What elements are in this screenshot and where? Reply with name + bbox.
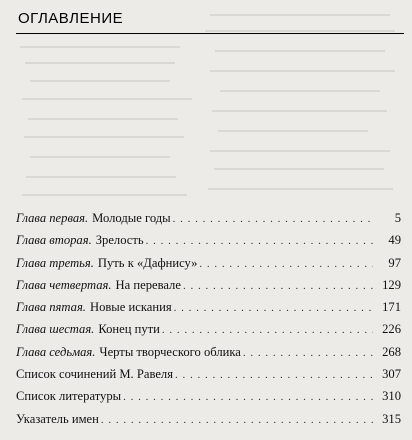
toc-entry[interactable] (16, 229, 401, 251)
toc-entry[interactable] (16, 341, 401, 363)
toc-chapter-label: Глава первая. (16, 211, 89, 225)
leader-dots (174, 297, 373, 319)
toc-page-number: 315 (382, 411, 401, 426)
toc-page-number: 97 (388, 255, 401, 270)
toc-entry[interactable] (16, 408, 401, 430)
toc-entry[interactable] (16, 252, 401, 274)
toc-chapter-label: Глава шестая. (16, 322, 95, 337)
toc-entry[interactable] (16, 385, 401, 407)
leader-dots (243, 342, 373, 364)
leader-dots (175, 364, 373, 386)
table-of-contents (16, 207, 401, 430)
toc-entry-title: Список литературы (16, 389, 122, 404)
leader-dots (199, 253, 373, 275)
toc-page-number: 310 (382, 389, 401, 404)
toc-page-number: 171 (382, 300, 401, 315)
toc-page-number: 268 (382, 344, 401, 359)
leader-dots (101, 409, 373, 431)
toc-chapter-label: Глава седьмая. (16, 344, 96, 359)
toc-entry[interactable] (16, 274, 401, 296)
toc-chapter-label: Глава вторая. (16, 233, 92, 248)
page-title: ОГЛАВЛЕНИЕ (18, 10, 124, 27)
leader-dots (123, 386, 373, 408)
toc-chapter-label: Глава третья. (16, 255, 94, 270)
toc-entry-title: Путь к «Дафнису» (97, 255, 198, 270)
leader-dots (146, 230, 373, 252)
toc-entry-title: Молодые годы (92, 211, 171, 225)
toc-entry-title: Черты творческого облика (99, 344, 241, 359)
toc-page-number: 307 (382, 367, 401, 382)
toc-entry-title: Зрелость (95, 233, 144, 248)
toc-entry[interactable] (16, 363, 401, 385)
toc-page-number: 129 (382, 277, 401, 292)
toc-page-number: 226 (382, 322, 401, 337)
toc-entry-title: На перевале (115, 277, 181, 292)
toc-chapter-label: Глава четвертая. (16, 277, 112, 292)
toc-page-number: 5 (394, 211, 401, 225)
toc-page-number: 49 (388, 233, 401, 248)
title-rule (16, 33, 404, 34)
toc-chapter-label: Глава пятая. (16, 300, 86, 315)
leader-dots (162, 319, 373, 341)
toc-entry[interactable] (16, 296, 401, 318)
toc-entry[interactable] (16, 207, 401, 229)
toc-entry[interactable] (16, 318, 401, 340)
leader-dots (183, 275, 373, 297)
leader-dots (173, 208, 373, 230)
toc-entry-title: Список сочинений М. Равеля (16, 367, 173, 382)
toc-entry-title: Новые искания (89, 300, 172, 315)
toc-entry-title: Указатель имен (16, 411, 99, 426)
toc-entry-title: Конец пути (98, 322, 160, 337)
